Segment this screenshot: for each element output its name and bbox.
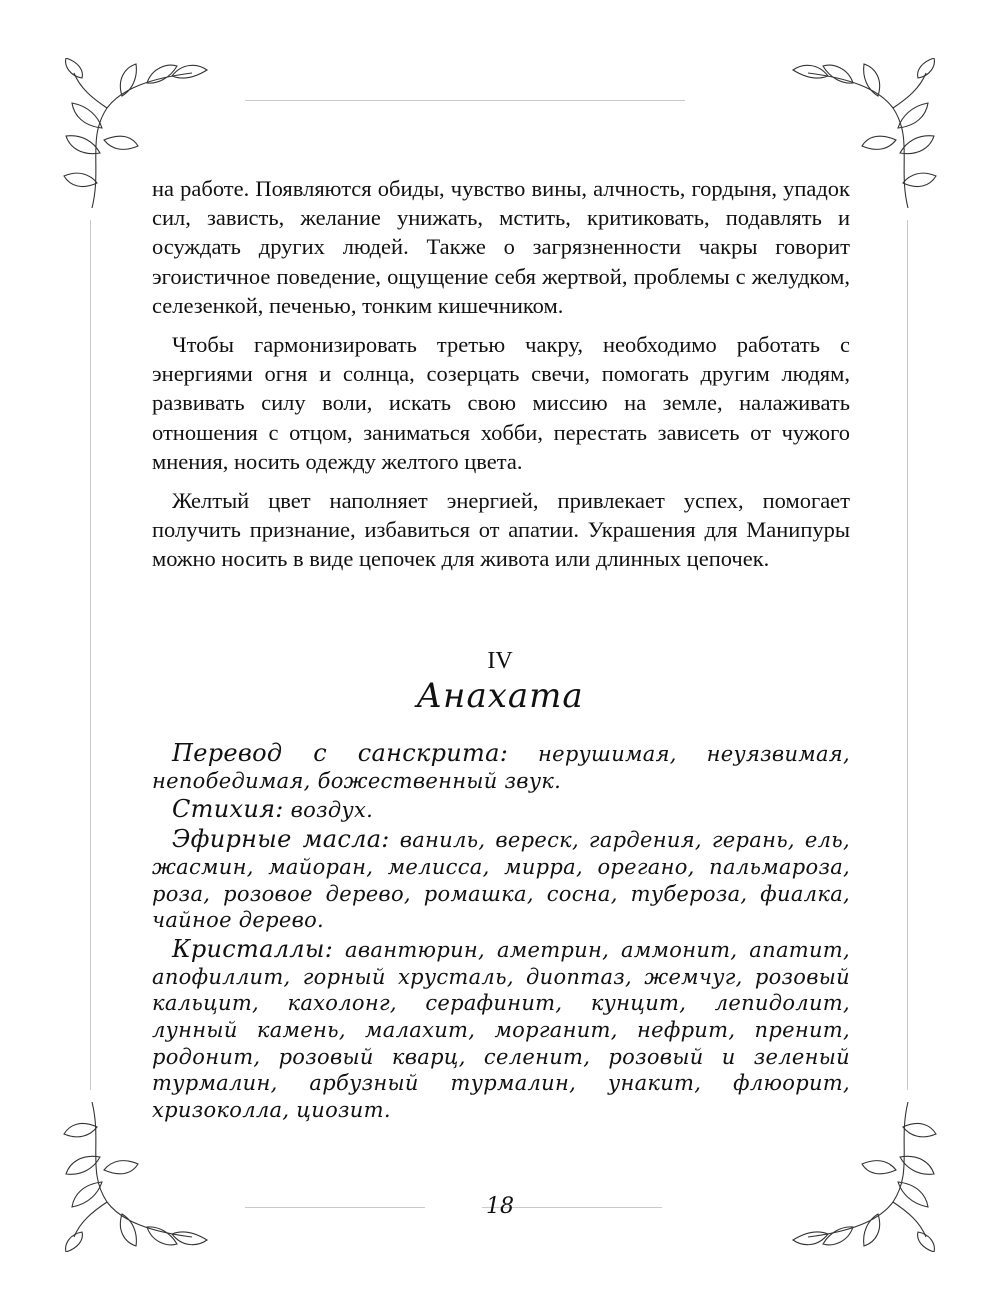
attribute-entry (152, 826, 850, 934)
frame-line-top (245, 100, 685, 101)
paragraph: Желтый цвет наполняет энергией, привлекает успех, помогает получить признание, избавиться от апатии. Украшения для Манипуры можно носить в виде цепочек для живота или длинных цепочек. (152, 488, 850, 572)
chapter-number: IV (487, 648, 513, 674)
entry-label: Перевод с санскрита: (172, 739, 509, 767)
entry-text: воздух. (290, 798, 374, 823)
page-number: 18 (486, 1194, 514, 1219)
paragraph: на работе. Появляются обиды, чувство вины, алчность, гордыня, упадок сил, зависть, желание унижать, мстить, критиковать, подавлять и осуждать других людей. Также о загрязненности чакры говорит эгоистичное поведение, ощущение себя жертвой, проблемы с желудком, селезенкой, печенью, тонким кишечником. (152, 176, 850, 318)
entry-text: авантюрин, аметрин, аммонит, апатит, апофиллит, горный хрусталь, диоптаз, жемчуг, розовый кальцит, кахолонг, серафинит, кунцит, лепидолит, лунный камень, малахит, морганит, нефрит, пренит, родонит, розовый кварц, селенит, розовый и зеленый турмалин, арбузный турмалин, унакит, флюорит, хризоколла, циозит. (152, 937, 850, 1123)
entry-label: Стихия: (172, 795, 284, 824)
paragraph: Чтобы гармонизировать третью чакру, необходимо работать с энергиями огня и солнца, созерцать свечи, помогать другим людям, развивать силу воли, искать свою миссию на земле, налаживать отношения с отцом, заниматься хобби, перестать зависеть от чужого мнения, носить одежду желтого цвета. (152, 332, 850, 474)
entry-text: нерушимая, неуязвимая, непобедимая, божественный звук. (152, 742, 850, 793)
body-text (152, 174, 850, 584)
entry-label: Кристаллы: (172, 934, 334, 963)
attribute-entry (152, 936, 850, 1124)
attribute-entry (152, 796, 850, 824)
attribute-entry (152, 740, 850, 794)
chapter-title: Анахата (416, 676, 584, 716)
chakra-attributes (152, 740, 850, 1126)
entry-label: Эфирные масла: (172, 825, 390, 854)
entry-text: ваниль, вереск, гардения, герань, ель, жасмин, майоран, мелисса, мирра, орегано, пальмароза, роза, розовое дерево, ромашка, сосна, тубероза, фиалка, чайное дерево. (152, 828, 850, 933)
